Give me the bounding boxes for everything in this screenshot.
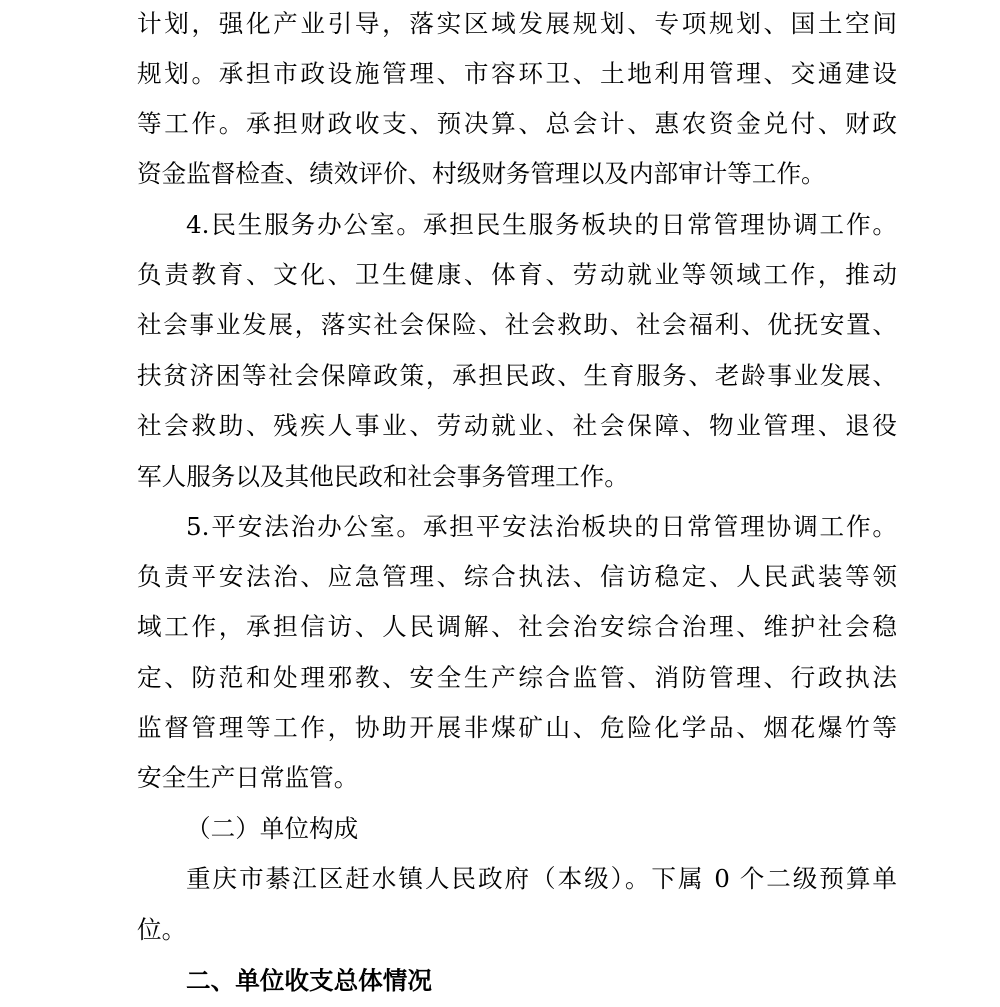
section-heading: 二、单位收支总体情况 (186, 966, 432, 995)
body-line: 军人服务以及其他民政和社会事务管理工作。 (137, 462, 629, 491)
body-line: 资金监督检查、绩效评价、村级财务管理以及内部审计等工作。 (137, 159, 826, 188)
body-line: 等工作。承担财政收支、预决算、总会计、惠农资金兑付、财政 (137, 109, 897, 138)
body-line: 社会事业发展，落实社会保险、社会救助、社会福利、优抚安置、 (137, 310, 897, 339)
body-line: 负责平安法治、应急管理、综合执法、信访稳定、人民武装等领 (137, 562, 897, 591)
body-line: 安全生产日常监管。 (137, 763, 359, 792)
body-line: 域工作，承担信访、人民调解、社会治安综合治理、维护社会稳 (137, 612, 897, 641)
body-line: 定、防范和处理邪教、安全生产综合监管、消防管理、行政执法 (137, 663, 897, 692)
section-subheading: （二）单位构成 (186, 814, 359, 843)
item-4-heading-line: 4.民生服务办公室。承担民生服务板块的日常管理协调工作。 (186, 210, 897, 239)
body-line: 扶贫济困等社会保障政策，承担民政、生育服务、老龄事业发展、 (137, 361, 897, 390)
body-line: 负责教育、文化、卫生健康、体育、劳动就业等领域工作，推动 (137, 260, 897, 289)
body-line: 社会救助、残疾人事业、劳动就业、社会保障、物业管理、退役 (137, 411, 897, 440)
body-line: 位。 (137, 915, 187, 944)
body-line: 规划。承担市政设施管理、市容环卫、土地利用管理、交通建设 (137, 59, 897, 88)
item-5-heading-line: 5.平安法治办公室。承担平安法治板块的日常管理协调工作。 (186, 512, 897, 541)
body-line: 计划，强化产业引导，落实区域发展规划、专项规划、国土空间 (137, 9, 897, 38)
body-line: 监督管理等工作，协助开展非煤矿山、危险化学品、烟花爆竹等 (137, 713, 897, 742)
body-line: 重庆市綦江区赶水镇人民政府（本级）。下属 0 个二级预算单 (186, 864, 897, 893)
